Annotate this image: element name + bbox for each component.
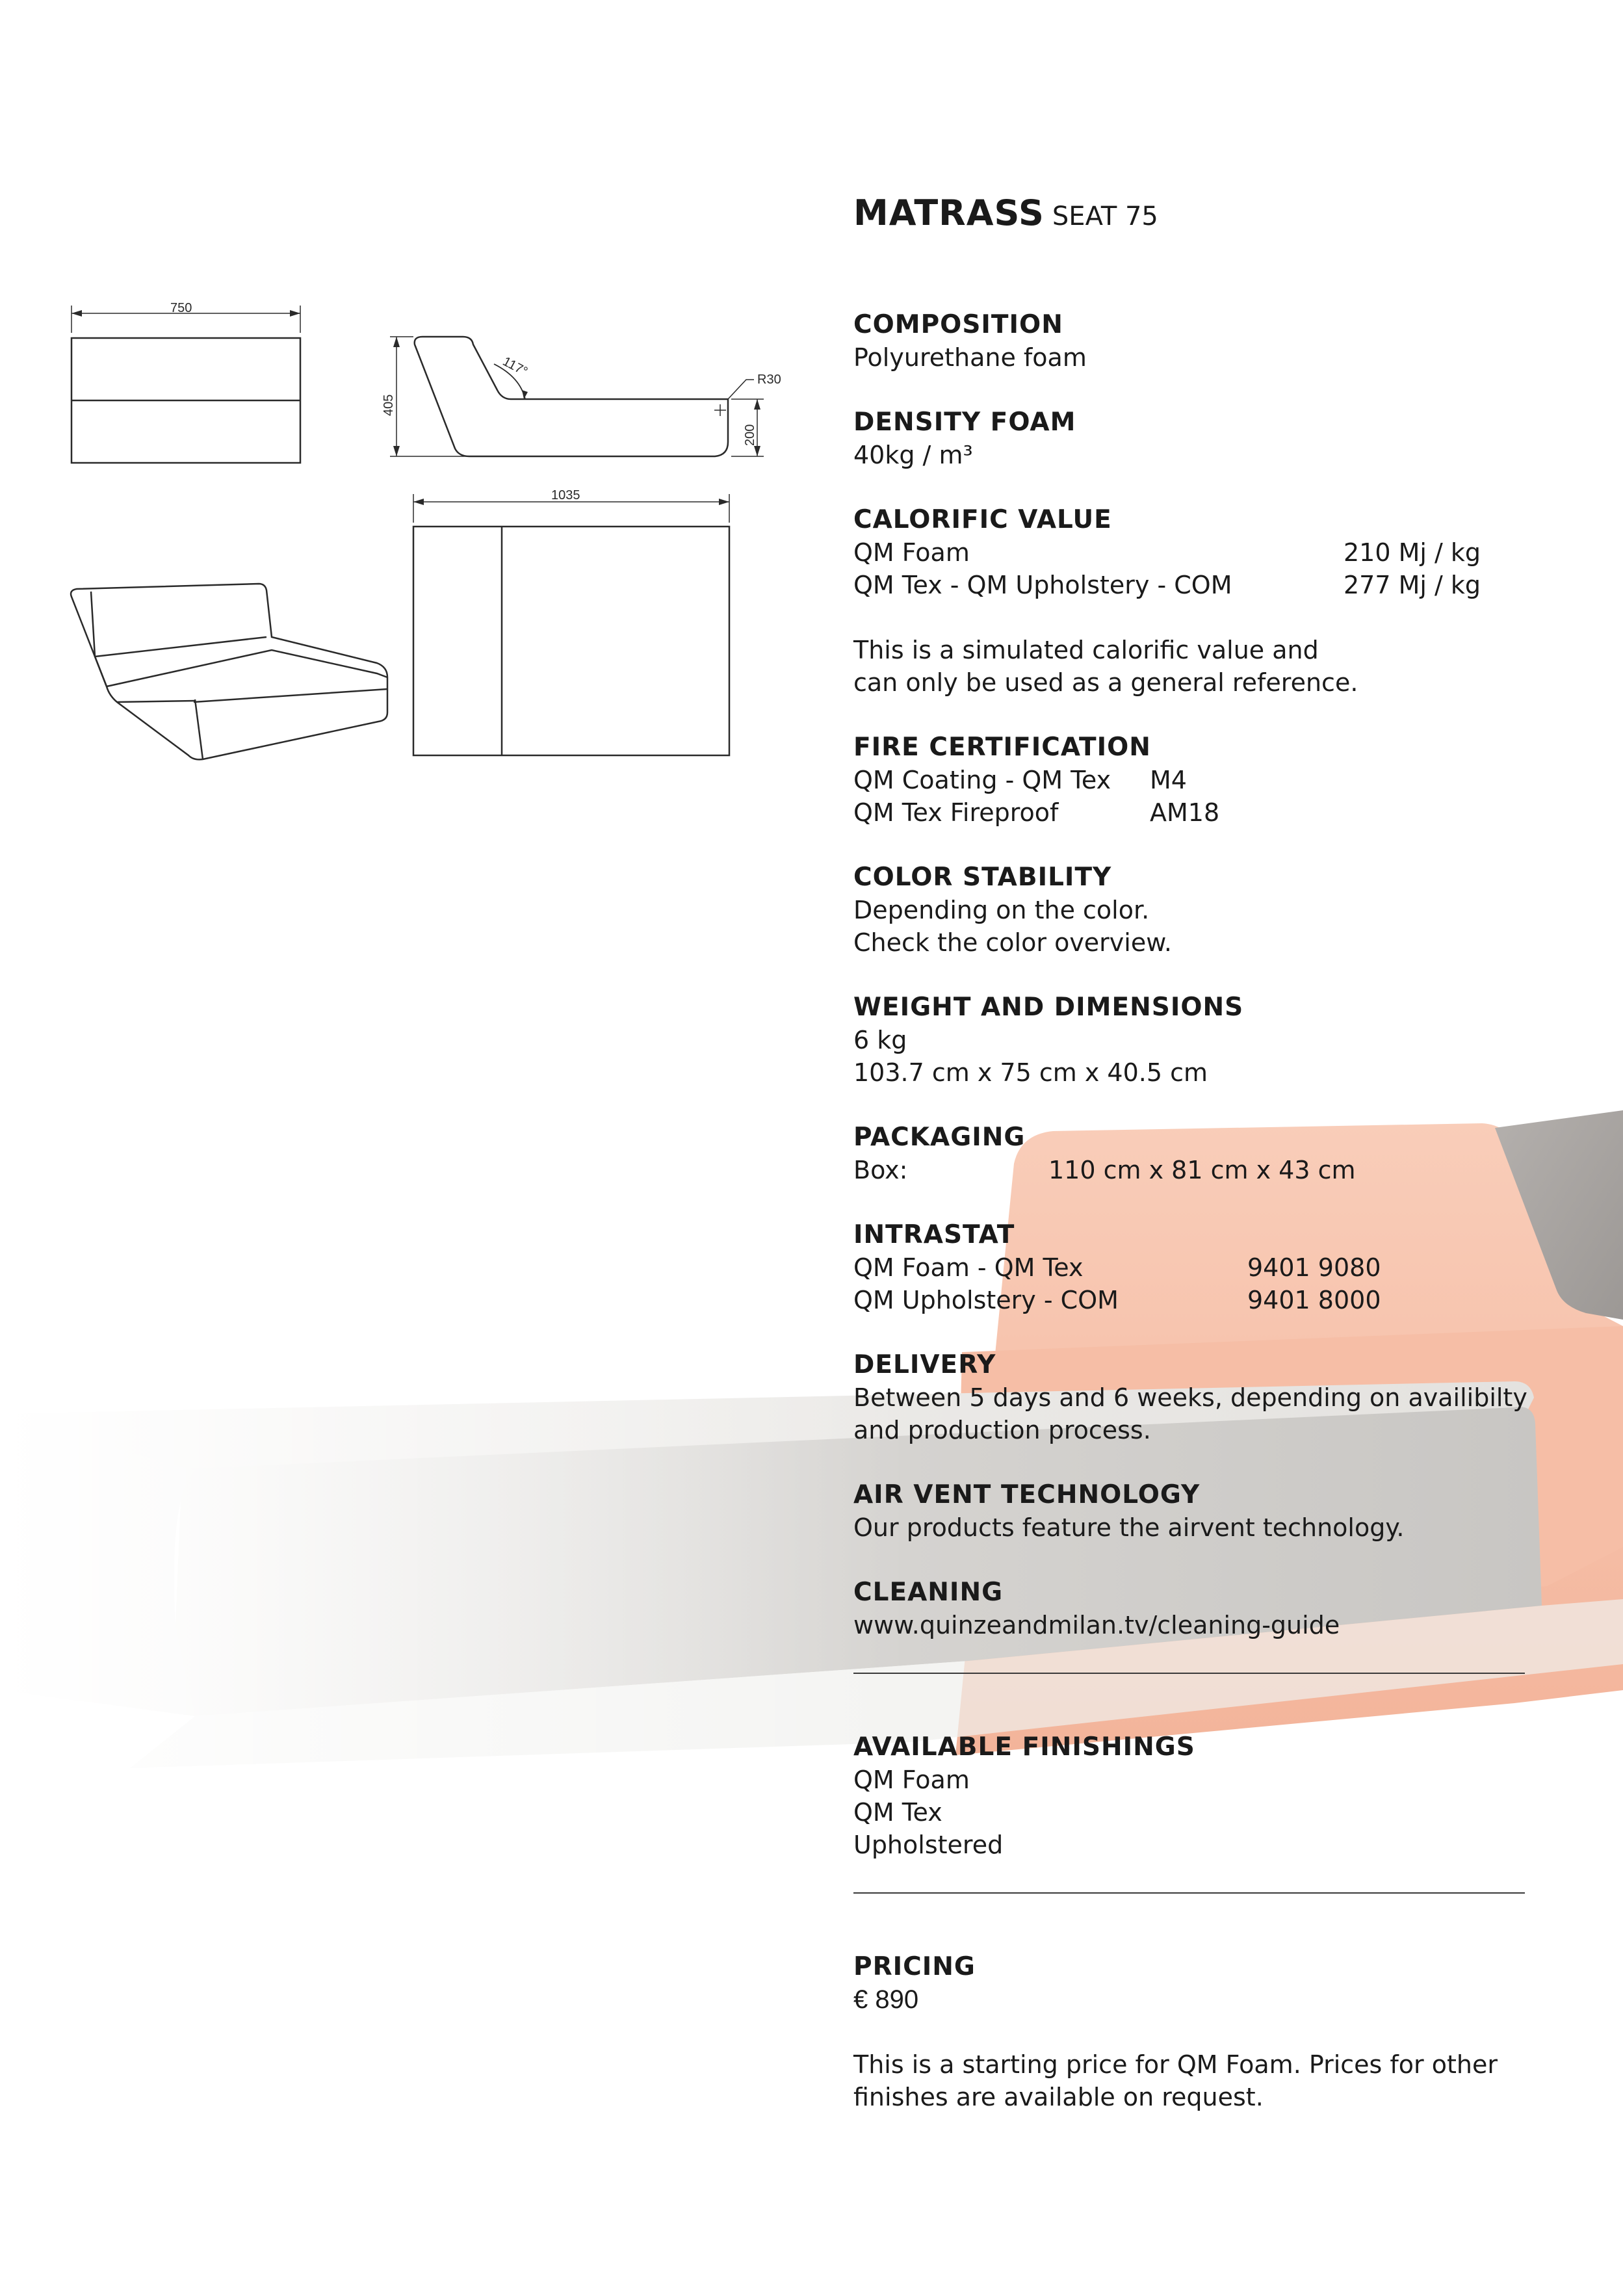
calorific-row [853, 536, 1594, 569]
composition-section [853, 309, 1594, 374]
calorific-note: This is a simulated calorific value and [853, 636, 1319, 664]
fire-label: QM Tex Fireproof [853, 798, 1059, 827]
pricing-section [853, 1951, 1594, 2113]
calorific-label: QM Foam [853, 538, 970, 567]
delivery-text: and production process. [853, 1416, 1151, 1444]
weight-text: 6 kg [853, 1026, 907, 1054]
fire-value: AM18 [1150, 798, 1220, 827]
dim-length-label: 1035 [551, 488, 580, 502]
price-value: € 890 [853, 1985, 919, 2014]
spec-sheet [853, 190, 1594, 2146]
delivery-section [853, 1349, 1594, 1446]
fire-section [853, 731, 1594, 829]
density-section [853, 406, 1594, 471]
product-name: MATRASS [853, 192, 1045, 233]
packaging-label: Box: [853, 1156, 908, 1184]
finishing-item: QM Tex [853, 1798, 942, 1827]
packaging-heading: PACKAGING [853, 1123, 1026, 1152]
intrastat-label: QM Upholstery - COM [853, 1286, 1119, 1314]
dim-radius-label: R30 [757, 372, 781, 387]
composition-text: Polyurethane foam [853, 343, 1087, 372]
finishing-item: Upholstered [853, 1831, 1004, 1859]
pricing-note: This is a starting price for QM Foam. Prices for other [853, 2050, 1498, 2079]
intrastat-value: 9401 8000 [1247, 1286, 1381, 1314]
fire-heading: FIRE CERTIFICATION [853, 733, 1151, 762]
weight-heading: WEIGHT AND DIMENSIONS [853, 993, 1244, 1022]
dim-seat-label: 200 [743, 424, 757, 446]
dim-width-label: 750 [170, 301, 192, 315]
intrastat-label: QM Foam - QM Tex [853, 1253, 1084, 1282]
composition-heading: COMPOSITION [853, 310, 1063, 339]
pricing-heading: PRICING [853, 1952, 976, 1981]
divider [853, 1673, 1525, 1674]
intrastat-row [853, 1284, 1594, 1316]
calorific-value: 210 Mj / kg [1344, 538, 1481, 567]
front-view-drawing [71, 306, 300, 463]
delivery-heading: DELIVERY [853, 1350, 996, 1379]
packaging-section [853, 1121, 1594, 1186]
airvent-section [853, 1479, 1594, 1544]
calorific-value: 277 Mj / kg [1344, 571, 1481, 599]
fire-label: QM Coating - QM Tex [853, 766, 1111, 794]
packaging-value: 110 cm x 81 cm x 43 cm [1048, 1156, 1356, 1184]
fire-row [853, 764, 1594, 796]
intrastat-row [853, 1251, 1594, 1284]
side-profile-drawing [390, 337, 764, 456]
color-text: Depending on the color. [853, 896, 1150, 924]
airvent-heading: AIR VENT TECHNOLOGY [853, 1480, 1201, 1509]
density-heading: DENSITY FOAM [853, 408, 1076, 437]
calorific-row [853, 569, 1594, 601]
color-heading: COLOR STABILITY [853, 863, 1112, 892]
weight-section [853, 991, 1594, 1089]
color-text: Check the color overview. [853, 928, 1172, 957]
pricing-note: finishes are available on request. [853, 2083, 1264, 2111]
finishings-heading: AVAILABLE FINISHINGS [853, 1732, 1195, 1762]
top-view-drawing [413, 494, 729, 755]
density-text: 40kg / m³ [853, 441, 973, 469]
packaging-row [853, 1154, 1594, 1186]
airvent-text: Our products feature the airvent technology. [853, 1513, 1405, 1542]
dimensions-text: 103.7 cm x 75 cm x 40.5 cm [853, 1058, 1208, 1087]
intrastat-section [853, 1219, 1594, 1316]
cleaning-section [853, 1576, 1594, 1641]
calorific-label: QM Tex - QM Upholstery - COM [853, 571, 1232, 599]
calorific-section [853, 504, 1594, 699]
product-title [853, 190, 1594, 240]
divider [853, 1892, 1525, 1894]
calorific-note: can only be used as a general reference. [853, 668, 1358, 697]
finishings-section [853, 1731, 1594, 1861]
dim-height-label: 405 [382, 394, 396, 416]
cleaning-heading: CLEANING [853, 1578, 1004, 1607]
delivery-text: Between 5 days and 6 weeks, depending on availibilty [853, 1383, 1527, 1412]
dim-angle-label: 117° [500, 354, 530, 380]
product-subtitle: SEAT 75 [1052, 202, 1158, 231]
fire-value: M4 [1150, 766, 1187, 794]
finishing-item: QM Foam [853, 1766, 970, 1794]
perspective-drawing [71, 584, 387, 759]
cleaning-link[interactable]: www.quinzeandmilan.tv/cleaning-guide [853, 1611, 1340, 1639]
calorific-heading: CALORIFIC VALUE [853, 505, 1112, 534]
color-section [853, 861, 1594, 959]
fire-row [853, 796, 1594, 829]
intrastat-heading: INTRASTAT [853, 1220, 1015, 1249]
intrastat-value: 9401 9080 [1247, 1253, 1381, 1282]
